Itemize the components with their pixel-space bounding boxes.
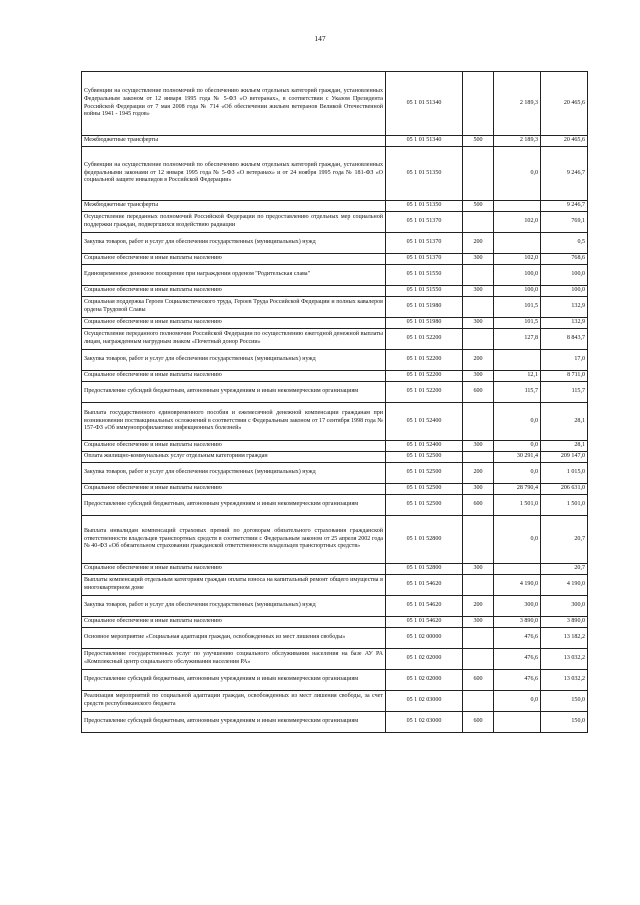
row-name-cell: Единовременное денежное поощрение при награждении орденом "Родительская слава" [82,265,386,286]
row-code-cell: 05 1 01 51350 [386,147,463,201]
row-code-cell: 05 1 02 02000 [386,649,463,670]
row-value-2-cell: 13 032,2 [541,670,588,691]
row-value-2-cell: 300,0 [541,596,588,617]
row-name-cell: Закупка товаров, работ и услуг для обеспечения государственных (муниципальных) нужд [82,463,386,484]
row-name-cell: Закупка товаров, работ и услуг для обеспечения государственных (муниципальных) нужд [82,350,386,371]
row-value-2-cell: 0,5 [541,233,588,254]
row-code-cell: 05 1 01 52200 [386,382,463,403]
row-type-cell: 600 [463,495,494,516]
row-type-cell: 300 [463,318,494,329]
row-name-cell: Закупка товаров, работ и услуг для обеспечения государственных (муниципальных) нужд [82,596,386,617]
row-name-cell: Социальное обеспечение и иные выплаты населению [82,617,386,628]
row-value-2-cell: 132,9 [541,318,588,329]
row-type-cell [463,147,494,201]
row-name-cell: Осуществление переданного полномочия Российской Федерации по осуществлению ежегодной денежной выплаты лицам, награжденным нагрудным знаком «Почетный донор России» [82,329,386,350]
row-code-cell: 05 1 01 51980 [386,318,463,329]
table-row [82,564,588,575]
row-code-cell: 05 1 01 52500 [386,463,463,484]
row-value-2-cell: 20 465,6 [541,72,588,136]
row-value-1-cell: 4 190,0 [494,575,541,596]
row-value-1-cell: 100,0 [494,286,541,297]
table-row [82,712,588,733]
row-name-cell: Социальное обеспечение и иные выплаты населению [82,318,386,329]
table-row [82,670,588,691]
row-name-cell: Реализация мероприятий по социальной адаптации граждан, освобожденных из мест лишения свободы, за счет средств республиканского бюджета [82,691,386,712]
row-name-cell: Предоставление субсидий бюджетным, автономным учреждениям и иным некоммерческим организациям [82,382,386,403]
row-value-2-cell: 150,0 [541,712,588,733]
row-value-1-cell: 101,5 [494,297,541,318]
row-name-cell: Оплата жилищно-коммунальных услуг отдельным категориям граждан [82,452,386,463]
row-name-cell: Субвенции на осуществление полномочий по обеспечению жильем отдельных категорий граждан, установленных федеральными законами от 12 января 1995 года № 5-ФЗ «О ветеранах» и от 24 ноября 1995 года № 181-ФЗ «О социальной защите инвалидов в Российской Федерации» [82,147,386,201]
row-value-1-cell: 300,0 [494,596,541,617]
row-code-cell: 05 1 01 54620 [386,575,463,596]
row-code-cell: 05 1 01 51370 [386,212,463,233]
row-type-cell: 500 [463,201,494,212]
row-value-2-cell: 115,7 [541,382,588,403]
row-type-cell: 600 [463,382,494,403]
row-value-2-cell: 132,9 [541,297,588,318]
row-name-cell: Социальное обеспечение и иные выплаты населению [82,254,386,265]
row-value-1-cell: 102,0 [494,212,541,233]
row-code-cell: 05 1 01 51370 [386,233,463,254]
row-code-cell: 05 1 01 54620 [386,617,463,628]
row-code-cell: 05 1 01 54620 [386,596,463,617]
row-type-cell: 200 [463,350,494,371]
row-type-cell: 600 [463,712,494,733]
row-value-1-cell: 0,0 [494,441,541,452]
row-value-2-cell: 13 182,2 [541,628,588,649]
row-code-cell: 05 1 01 51370 [386,254,463,265]
table-row [82,72,588,136]
row-name-cell: Закупка товаров, работ и услуг для обеспечения государственных (муниципальных) нужд [82,233,386,254]
row-value-1-cell: 476,6 [494,670,541,691]
row-value-1-cell [494,564,541,575]
row-type-cell: 300 [463,286,494,297]
row-type-cell [463,403,494,441]
table-row [82,516,588,564]
table-row [82,233,588,254]
table-row [82,382,588,403]
row-value-2-cell: 8 843,7 [541,329,588,350]
row-name-cell: Социальное обеспечение и иные выплаты населению [82,564,386,575]
row-code-cell: 05 1 01 51350 [386,201,463,212]
row-name-cell: Осуществление переданных полномочий Российской Федерации по предоставлению отдельных мер социальной поддержки граждан, подвергшихся воздействию радиации [82,212,386,233]
row-value-2-cell: 20 465,6 [541,136,588,147]
row-type-cell: 300 [463,254,494,265]
row-name-cell: Межбюджетные трансферты [82,201,386,212]
row-type-cell: 300 [463,371,494,382]
row-type-cell [463,575,494,596]
row-value-2-cell: 8 711,0 [541,371,588,382]
table-row [82,691,588,712]
row-code-cell: 05 1 01 51340 [386,136,463,147]
row-type-cell [463,628,494,649]
table-row [82,350,588,371]
row-value-2-cell: 9 246,7 [541,201,588,212]
row-name-cell: Социальное обеспечение и иные выплаты населению [82,484,386,495]
row-value-1-cell [494,712,541,733]
row-code-cell: 05 1 01 52500 [386,495,463,516]
table-row [82,147,588,201]
row-value-2-cell: 206 631,0 [541,484,588,495]
table-row [82,329,588,350]
row-value-1-cell: 0,0 [494,516,541,564]
table-row [82,212,588,233]
row-value-1-cell: 100,0 [494,265,541,286]
row-name-cell: Межбюджетные трансферты [82,136,386,147]
row-type-cell [463,72,494,136]
row-type-cell: 200 [463,463,494,484]
row-value-2-cell: 28,1 [541,441,588,452]
row-value-2-cell: 1 501,0 [541,495,588,516]
table-row [82,136,588,147]
row-value-1-cell: 127,8 [494,329,541,350]
row-name-cell: Субвенции на осуществление полномочий по обеспечению жильем отдельных категорий граждан, установленных Федеральным законом от 12 января 1995 года № 5-ФЗ «О ветеранах», в соответствии с Указом Президента Российской Федерации от 7 мая 2008 года № 714 «Об обеспечении жильем ветеранов Великой Отечественной войны 1941 - 1945 годов» [82,72,386,136]
budget-table [81,71,588,733]
row-value-2-cell: 9 246,7 [541,147,588,201]
row-value-2-cell: 150,0 [541,691,588,712]
row-code-cell: 05 1 01 51340 [386,72,463,136]
row-value-1-cell [494,201,541,212]
row-value-2-cell: 209 147,0 [541,452,588,463]
row-type-cell: 300 [463,617,494,628]
row-name-cell: Социальная поддержка Героев Социалистического труда, Героев Труда Российской Федерации и полных кавалеров ордена Трудовой Славы [82,297,386,318]
row-name-cell: Предоставление государственных услуг по улучшению социального обслуживания населения на базе АУ РА «Комплексный центр социального обслуживания населения РА» [82,649,386,670]
row-value-2-cell: 3 890,0 [541,617,588,628]
table-row [82,596,588,617]
row-type-cell: 500 [463,136,494,147]
row-code-cell: 05 1 01 52400 [386,441,463,452]
row-type-cell [463,649,494,670]
row-name-cell: Выплата государственного единовременного пособия и ежемесячной денежной компенсации гражданам при возникновении поствакцинальных осложнений в соответствии с Федеральным законом от 17 сентября 1998 года № 157-ФЗ «Об иммунопрофилактике инфекционных болезней» [82,403,386,441]
row-value-2-cell: 1 015,0 [541,463,588,484]
row-value-2-cell: 20,7 [541,516,588,564]
row-code-cell: 05 1 01 51980 [386,297,463,318]
table-row [82,617,588,628]
table-row [82,575,588,596]
row-code-cell: 05 1 01 52800 [386,564,463,575]
row-name-cell: Выплата инвалидам компенсаций страховых премий по договорам обязательного страхования гражданской ответственности владельцев транспортных средств в соответствии с Федеральным законом от 25 апреля 2002 года № 40-ФЗ «Об обязательном страховании гражданской ответственности владельцев транспортных средств» [82,516,386,564]
table-row [82,495,588,516]
row-name-cell: Предоставление субсидий бюджетным, автономным учреждениям и иным некоммерческим организациям [82,670,386,691]
budget-table-body [82,72,588,733]
row-value-1-cell: 12,1 [494,371,541,382]
row-name-cell: Социальное обеспечение и иные выплаты населению [82,286,386,297]
row-value-2-cell: 20,7 [541,564,588,575]
row-value-1-cell: 0,0 [494,403,541,441]
table-row [82,452,588,463]
table-row [82,254,588,265]
row-value-1-cell [494,233,541,254]
table-row [82,463,588,484]
row-value-2-cell: 13 032,2 [541,649,588,670]
row-code-cell: 05 1 01 51550 [386,265,463,286]
row-code-cell: 05 1 02 00000 [386,628,463,649]
row-type-cell [463,691,494,712]
table-row [82,201,588,212]
table-row [82,484,588,495]
row-value-1-cell: 2 189,3 [494,72,541,136]
row-code-cell: 05 1 01 52800 [386,516,463,564]
row-type-cell [463,452,494,463]
table-row [82,265,588,286]
row-value-1-cell: 476,6 [494,649,541,670]
row-name-cell: Выплаты компенсаций отдельным категориям граждан оплаты взноса на капитальный ремонт общего имущества в многоквартирном доме [82,575,386,596]
row-value-1-cell: 2 189,3 [494,136,541,147]
row-type-cell: 200 [463,233,494,254]
row-value-1-cell: 0,0 [494,691,541,712]
row-value-2-cell: 768,6 [541,254,588,265]
row-value-1-cell: 1 501,0 [494,495,541,516]
row-type-cell: 300 [463,564,494,575]
page-number: 147 [314,34,326,43]
row-value-2-cell: 100,0 [541,286,588,297]
row-code-cell: 05 1 01 52200 [386,371,463,382]
table-row [82,371,588,382]
row-value-2-cell: 100,0 [541,265,588,286]
row-code-cell: 05 1 02 02000 [386,670,463,691]
row-value-1-cell: 3 890,0 [494,617,541,628]
row-code-cell: 05 1 01 51550 [386,286,463,297]
row-type-cell [463,212,494,233]
row-value-2-cell: 28,1 [541,403,588,441]
table-row [82,297,588,318]
table-row [82,649,588,670]
table-row [82,403,588,441]
row-type-cell: 600 [463,670,494,691]
row-value-1-cell: 0,0 [494,147,541,201]
row-code-cell: 05 1 01 52200 [386,350,463,371]
row-value-2-cell: 4 190,0 [541,575,588,596]
row-code-cell: 05 1 02 03000 [386,691,463,712]
row-code-cell: 05 1 02 03000 [386,712,463,733]
row-type-cell: 300 [463,441,494,452]
row-name-cell: Предоставление субсидий бюджетным, автономным учреждениям и иным некоммерческим организациям [82,495,386,516]
row-type-cell [463,265,494,286]
row-type-cell [463,329,494,350]
table-row [82,318,588,329]
row-name-cell: Социальное обеспечение и иные выплаты населению [82,371,386,382]
row-value-1-cell: 30 291,4 [494,452,541,463]
row-value-1-cell [494,350,541,371]
row-name-cell: Социальное обеспечение и иные выплаты населению [82,441,386,452]
row-value-1-cell: 28 790,4 [494,484,541,495]
row-type-cell [463,516,494,564]
row-value-1-cell: 476,6 [494,628,541,649]
table-row [82,441,588,452]
row-value-1-cell: 115,7 [494,382,541,403]
row-value-1-cell: 101,5 [494,318,541,329]
row-value-1-cell: 102,0 [494,254,541,265]
row-code-cell: 05 1 01 52400 [386,403,463,441]
row-name-cell: Основное мероприятие «Социальная адаптация граждан, освобожденных из мест лишения свободы» [82,628,386,649]
row-value-2-cell: 769,1 [541,212,588,233]
row-code-cell: 05 1 01 52200 [386,329,463,350]
row-type-cell [463,297,494,318]
row-value-1-cell: 0,0 [494,463,541,484]
row-value-2-cell: 17,0 [541,350,588,371]
row-type-cell: 300 [463,484,494,495]
table-row [82,286,588,297]
row-code-cell: 05 1 01 52500 [386,484,463,495]
row-name-cell: Предоставление субсидий бюджетным, автономным учреждениям и иным некоммерческим организациям [82,712,386,733]
row-code-cell: 05 1 01 52500 [386,452,463,463]
table-row [82,628,588,649]
row-type-cell: 200 [463,596,494,617]
